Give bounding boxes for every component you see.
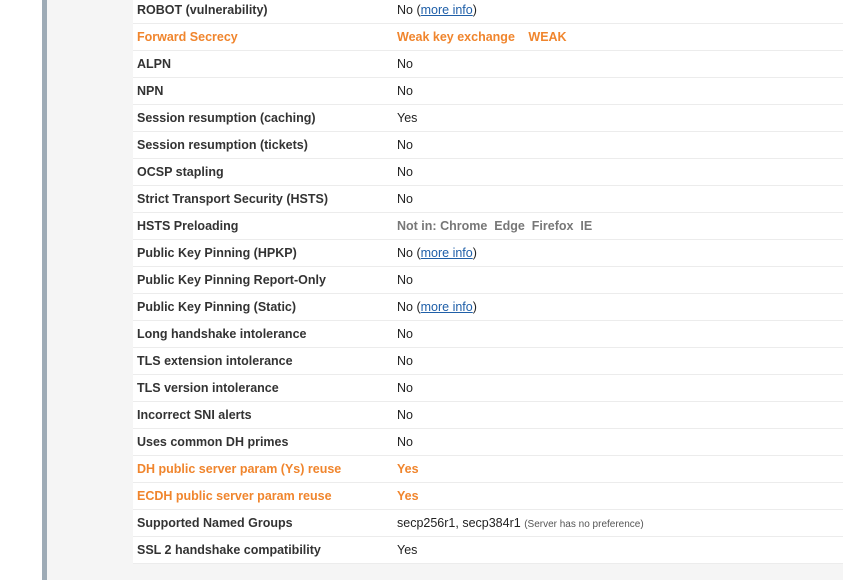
row-label: Session resumption (tickets) bbox=[137, 138, 308, 152]
row-dh-primes bbox=[133, 429, 843, 456]
row-value: Not in: Chrome Edge Firefox IE bbox=[397, 219, 593, 233]
more-info-link[interactable]: more info bbox=[420, 3, 473, 17]
row-hpkp-static bbox=[133, 294, 843, 321]
row-label: Strict Transport Security (HSTS) bbox=[137, 192, 329, 206]
weak-badge: WEAK bbox=[528, 30, 567, 44]
row-forward-secrecy bbox=[133, 24, 843, 51]
row-hpkp-report-only bbox=[133, 267, 843, 294]
row-value: No (more info) bbox=[397, 300, 477, 314]
browser-firefox: Firefox bbox=[531, 219, 574, 233]
row-ssl2-compat bbox=[133, 537, 843, 564]
row-hpkp bbox=[133, 240, 843, 267]
row-label: TLS version intolerance bbox=[137, 381, 279, 395]
row-value: No bbox=[397, 327, 413, 341]
row-value: No bbox=[397, 435, 413, 449]
row-value: Yes bbox=[397, 462, 419, 476]
row-label: NPN bbox=[137, 84, 164, 98]
row-value: No bbox=[397, 192, 413, 206]
row-label: Public Key Pinning Report-Only bbox=[137, 273, 326, 287]
row-ecdh-reuse bbox=[133, 483, 843, 510]
row-dh-reuse bbox=[133, 456, 843, 483]
row-value: Yes bbox=[397, 543, 418, 557]
row-label: ALPN bbox=[137, 57, 172, 71]
row-npn bbox=[133, 78, 843, 105]
row-named-groups bbox=[133, 510, 843, 537]
row-label: ROBOT (vulnerability) bbox=[137, 3, 268, 17]
row-session-caching bbox=[133, 105, 843, 132]
row-label: Forward Secrecy bbox=[137, 30, 238, 44]
more-info-link[interactable]: more info bbox=[420, 246, 473, 260]
row-ocsp-stapling bbox=[133, 159, 843, 186]
row-alpn bbox=[133, 51, 843, 78]
browser-edge: Edge bbox=[494, 219, 525, 233]
preference-note: (Server has no preference) bbox=[524, 519, 644, 530]
row-value: Yes bbox=[397, 489, 419, 503]
row-value: Yes bbox=[397, 111, 418, 125]
row-value: No (more info) bbox=[397, 3, 477, 17]
row-value: No bbox=[397, 138, 413, 152]
row-session-tickets bbox=[133, 132, 843, 159]
row-hsts-preloading bbox=[133, 213, 843, 240]
row-sni-alerts bbox=[133, 402, 843, 429]
row-value: No bbox=[397, 57, 413, 71]
row-label: Incorrect SNI alerts bbox=[137, 408, 252, 422]
protocol-details-table bbox=[133, 0, 843, 564]
row-label: OCSP stapling bbox=[137, 165, 224, 179]
row-label: Uses common DH primes bbox=[137, 435, 289, 449]
row-label: Public Key Pinning (Static) bbox=[137, 300, 297, 314]
row-value: No bbox=[397, 84, 413, 98]
row-value: No (more info) bbox=[397, 246, 477, 260]
row-label: Public Key Pinning (HPKP) bbox=[137, 246, 297, 260]
row-value: secp256r1, secp384r1 (Server has no preference) bbox=[397, 516, 644, 530]
more-info-link[interactable]: more info bbox=[420, 300, 473, 314]
row-label: Long handshake intolerance bbox=[137, 327, 307, 341]
row-label: Session resumption (caching) bbox=[137, 111, 316, 125]
row-label: HSTS Preloading bbox=[137, 219, 239, 233]
row-robot bbox=[133, 0, 843, 24]
row-label: ECDH public server param reuse bbox=[137, 489, 332, 503]
row-value: No bbox=[397, 381, 413, 395]
browser-ie: IE bbox=[580, 219, 593, 233]
row-value: No bbox=[397, 273, 413, 287]
row-long-handshake bbox=[133, 321, 843, 348]
browser-chrome: Chrome bbox=[440, 219, 488, 233]
row-value: No bbox=[397, 165, 413, 179]
row-value: No bbox=[397, 408, 413, 422]
row-value: Weak key exchange WEAK bbox=[397, 30, 567, 44]
row-label: TLS extension intolerance bbox=[137, 354, 293, 368]
row-hsts bbox=[133, 186, 843, 213]
row-label: DH public server param (Ys) reuse bbox=[137, 462, 342, 476]
row-tls-extension bbox=[133, 348, 843, 375]
row-value: No bbox=[397, 354, 413, 368]
row-label: Supported Named Groups bbox=[137, 516, 293, 530]
row-tls-version bbox=[133, 375, 843, 402]
row-label: SSL 2 handshake compatibility bbox=[137, 543, 321, 557]
